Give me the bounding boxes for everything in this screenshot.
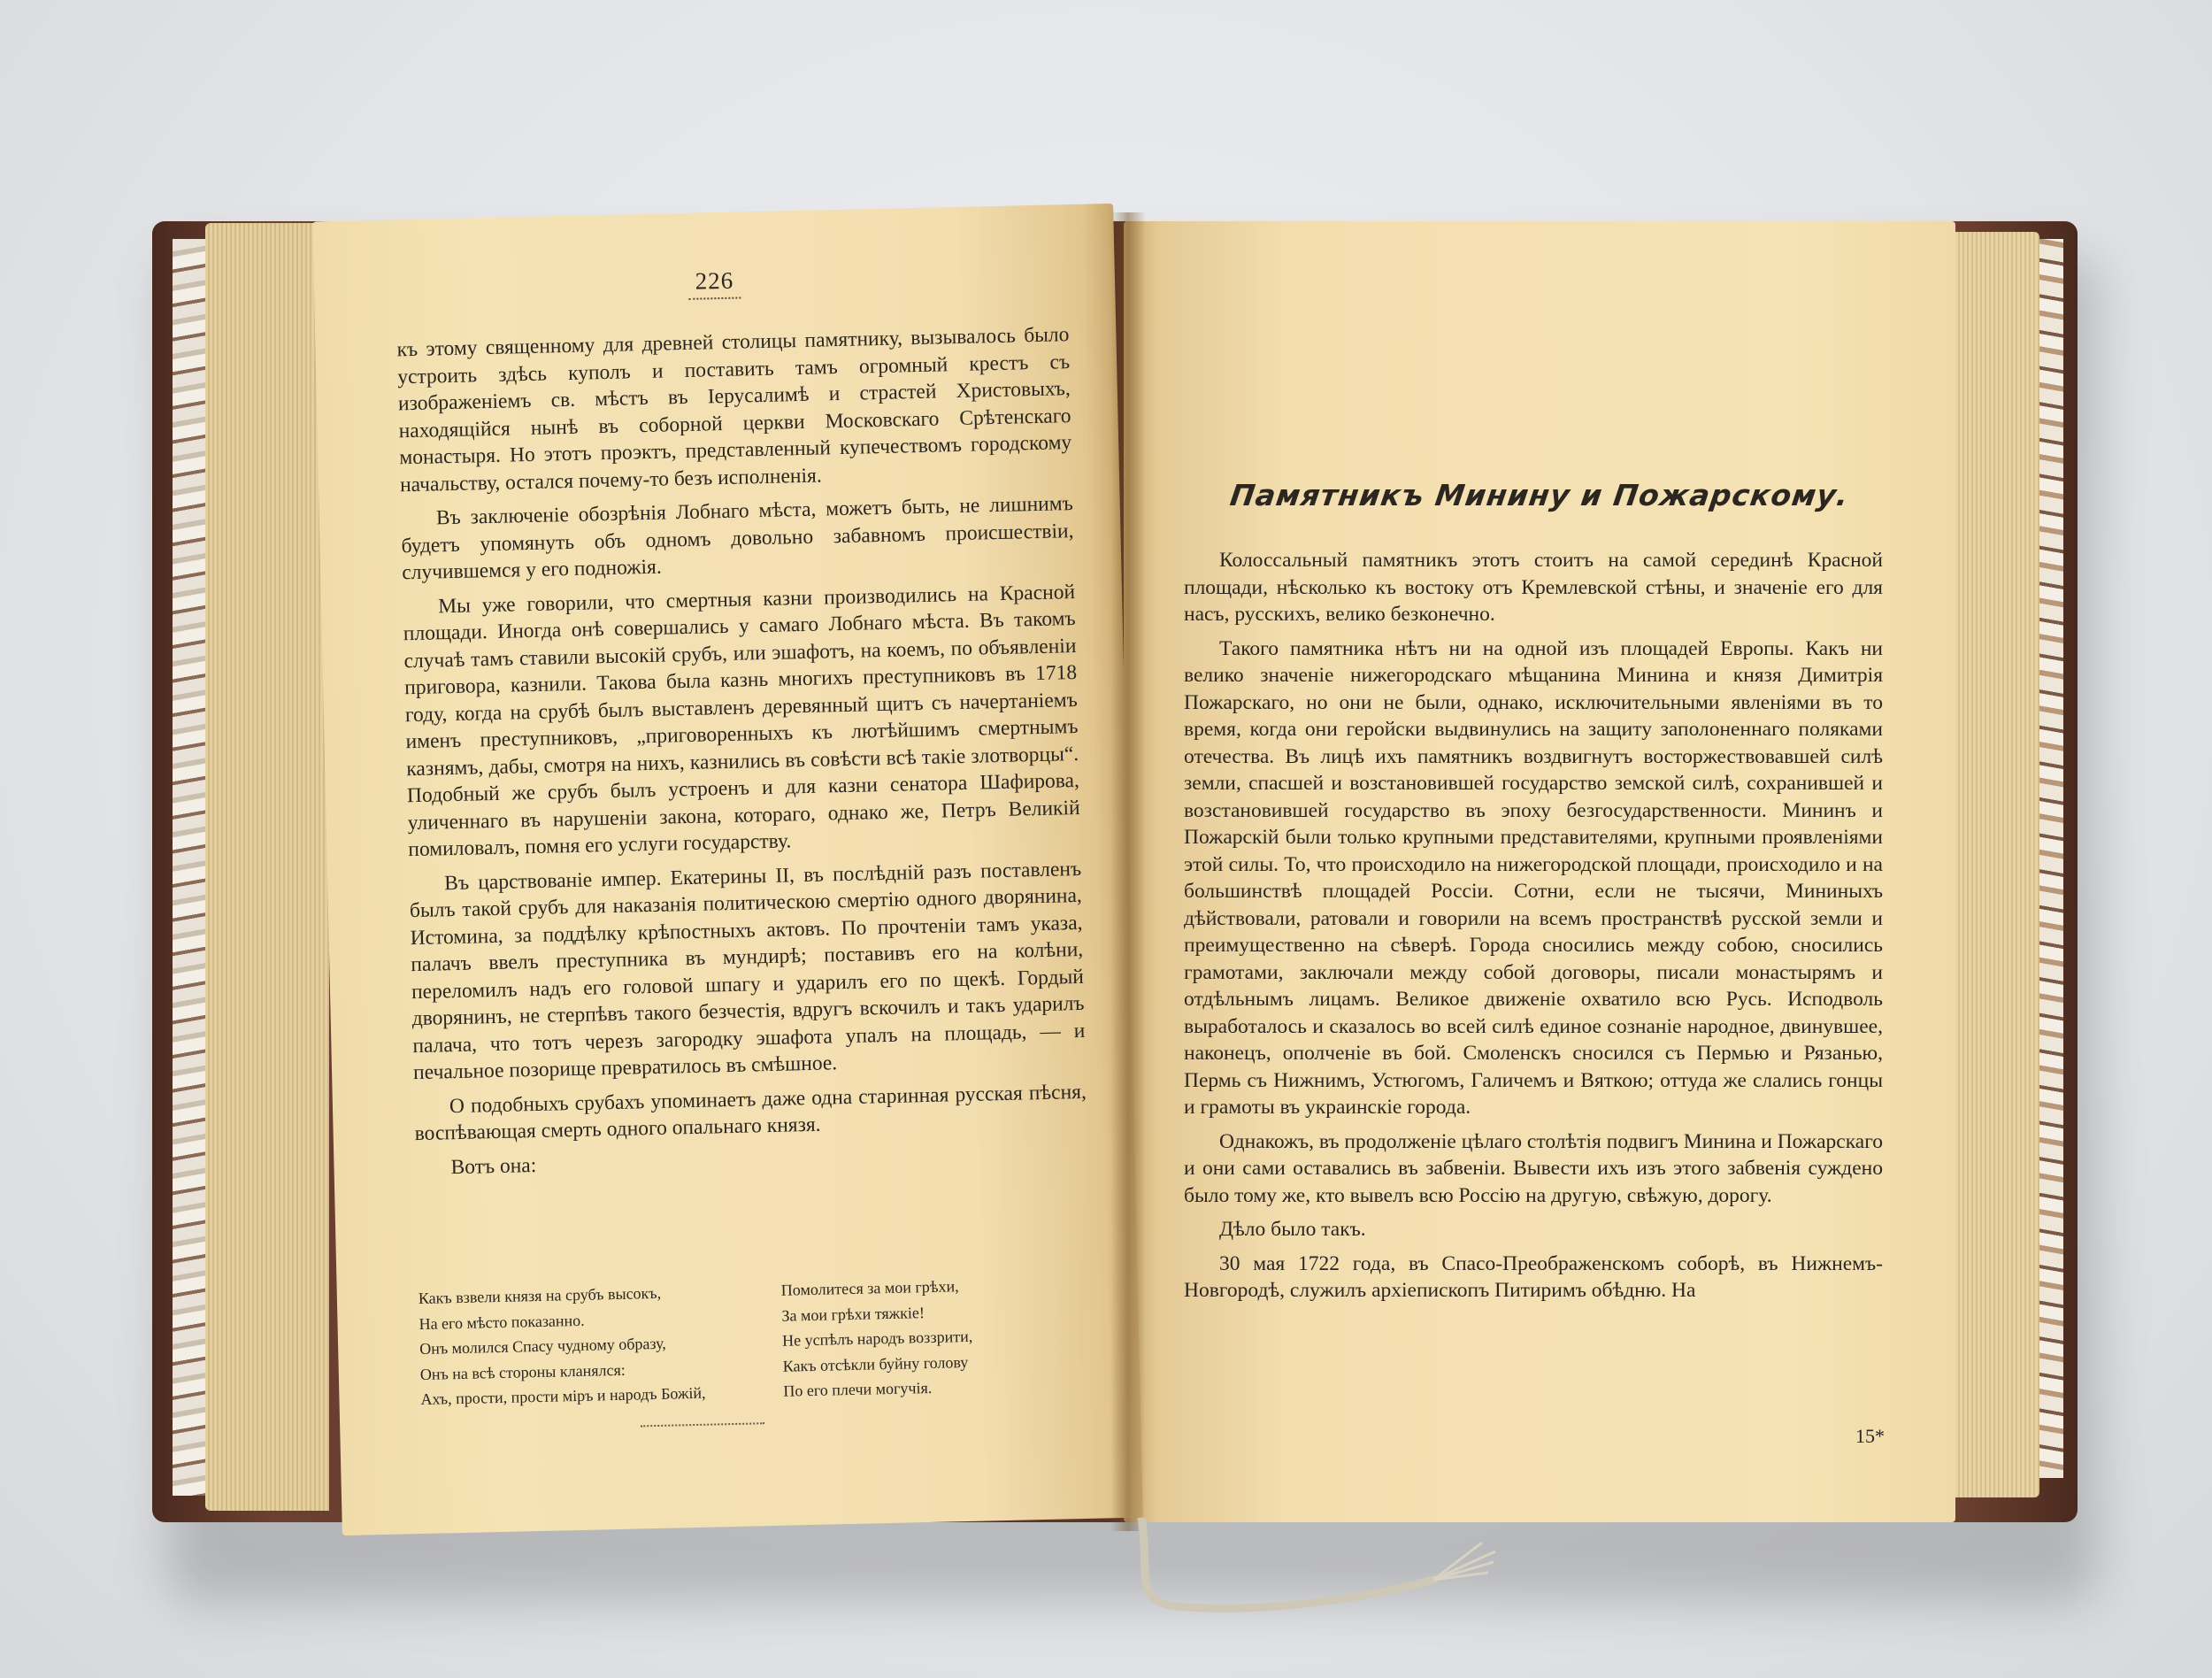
verse-column-right: [780, 1271, 1093, 1404]
verse-line: Помолитеся за мои грѣхи,: [780, 1277, 959, 1299]
verse-line: На его мѣсто показанно.: [419, 1311, 585, 1333]
page-number: [314, 258, 1115, 304]
end-rule: [641, 1422, 764, 1427]
paragraph: Мы уже говорили, что смертныя казни производились на Красной площади. Иногда онѣ совершались у самаго Лобнаго мѣста. Въ такомъ случаѣ тамъ ставили высокій срубъ, или эшафотъ, на коемъ, по объявленіи приговора, казнили. Такова была казнь многихъ преступниковъ въ 1718 году, когда на срубѣ былъ выставленъ деревянный щитъ съ начертаніемъ именъ преступниковъ, „приговоренныхъ къ лютѣйшимъ смертнымъ казнямъ, дабы, смотря на нихъ, казнились въ совѣсти всѣ такіе злотворцы“. Подобный же срубъ былъ устроенъ и для казни сенатора Шафирова, уличеннаго въ нарушеніи закона, котораго, однако же, Петръ Великій помиловалъ, помня его услуги государству.: [403, 580, 1080, 862]
left-page-text: [396, 321, 1088, 1189]
bookmark-ribbon: [1124, 1518, 1513, 1624]
song-verses: [418, 1271, 1091, 1409]
right-page-text: [1184, 547, 1883, 1312]
left-page: [312, 204, 1142, 1536]
paragraph: Однакожъ, въ продолженіе цѣлаго столѣтія подвигъ Минина и Пожарскаго и они сами оставались въ забвеніи. Вывести ихъ изъ этого забвенія суждено было тому же, кто вывелъ всю Россію на другую, свѣжую, дорогу.: [1184, 1129, 1883, 1207]
paragraph: Колоссальный памятникъ этотъ стоитъ на самой серединѣ Красной площади, нѣсколько къ востоку отъ Кремлевской стѣны, и значеніе его для насъ, русскихъ, велико безконечно.: [1184, 549, 1883, 626]
verse-column-left: [419, 1278, 766, 1412]
verse-line: Какъ взвели князя на срубъ высокъ,: [418, 1283, 662, 1308]
paragraph: 30 мая 1722 года, въ Спасо-Преображенскомъ соборѣ, въ Нижнемъ-Новгородѣ, служилъ архіепископъ Питиримъ обѣдню. На: [1184, 1251, 1883, 1302]
verse-line: Онъ молился Спасу чудному образу,: [419, 1334, 667, 1359]
paragraph: Въ заключеніе обозрѣнія Лобнаго мѣста, можетъ быть, не лишнимъ будетъ упомянуть объ одномъ довольно забавномъ происшествіи, случившемся у его подножія.: [401, 492, 1074, 585]
verse-line: Не успѣлъ народъ воззрити,: [781, 1327, 973, 1350]
page-number-value: 226: [687, 267, 741, 300]
page-edges-right: [1951, 232, 2039, 1497]
paragraph: Въ царствованіе импер. Екатерины II, въ послѣдній разъ поставленъ былъ такой срубъ для наказанія политическою смертію одного дворянина, Истомина, за поддѣлку крѣпостныхъ актовъ. По прочтеніи тамъ указа, палачъ ввелъ преступника въ мундирѣ; поставивъ его на колѣни, переломилъ надъ его головой шпагу и ударилъ его по щекѣ. Гордый дворянинъ, не стерпѣвъ такого безчестія, вдругъ вскочилъ и такъ ударилъ палача, что тотъ черезъ загородку эшафота упалъ на площадь, — и печальное позорище превратилось въ смѣшное.: [409, 857, 1086, 1085]
right-page: [1124, 221, 1955, 1522]
verse-line: Ахъ, прости, прости міръ и народъ Божій,: [420, 1383, 706, 1409]
page-edges-left: [205, 223, 329, 1511]
paragraph: Дѣло было такъ.: [1219, 1218, 1366, 1241]
verse-line: Какъ отсѣкли буйну голову: [782, 1352, 969, 1375]
verse-line: По его плечи могучія.: [783, 1378, 933, 1400]
paragraph: къ этому священному для древней столицы памятнику, вызывалось было устроить здѣсь куполъ и поставить тамъ огромный крестъ съ изображеніемъ св. мѣстъ въ Іерусалимѣ и страстей Христовыхъ, находящійся нынѣ въ соборной церкви Московскаго Срѣтенскаго монастыря. Но этотъ проэктъ, представленный купечествомъ городскому начальству, остался почему-то безъ исполненія.: [396, 323, 1072, 496]
verse-line: За мои грѣхи тяжкіе!: [781, 1303, 926, 1325]
paragraph: О подобныхъ срубахъ упоминаетъ даже одна старинная русская пѣсня, воспѣвающая смерть одного опальнаго князя.: [414, 1080, 1087, 1146]
signature-mark: 15*: [1855, 1425, 1885, 1447]
paragraph: Такого памятника нѣтъ ни на одной изъ площадей Европы. Какъ ни велико значеніе нижегородскаго мѣщанина Минина и князя Димитрія Пожарскаго, но они не были, однако, исключительными явленіями въ то время, когда они геройски выдвинулись на защиту заполоненнаго поляками отечества. Въ лицѣ ихъ памятникъ воздвигнутъ восторжествовавшей силѣ земли, спасшей и возстановившей государство земской силѣ, сохранившей и возстановившей государство въ эпоху безгосударственности. Мининъ и Пожарскій были только крупными представителями, крупными проявленіями этой силы. То, что происходило на нижегородской площади, происходило и на большинствѣ площадей Россіи. Сотни, если не тысячи, Мининыхъ дѣйствовали, ратовали и говорили на всемъ пространствѣ русской земли и преимущественно на сѣверѣ. Города сносились между собою, сносились грамотами, заключали между собой договоры, писали монастырямъ и отдѣльнымъ лицамъ. Великое движеніе охватило всю Русь. Исподволь выработалось и сказалось во всей силѣ единое сознаніе народное, двинувшее, наконецъ, ополченіе въ бой. Смоленскъ сносился съ Пермью и Рязанью, Пермь съ Нижнимъ, Устюгомъ, Галичемъ и Вяткою; оттуда же слались гонцы и грамоты въ украинскіе города.: [1184, 636, 1883, 1119]
chapter-title: Памятникъ Минину и Пожарскому.: [1227, 478, 1852, 512]
paragraph: Вотъ она:: [450, 1153, 537, 1179]
verse-line: Онъ на всѣ стороны кланялся:: [419, 1360, 626, 1383]
marbled-endpaper-left: [173, 239, 210, 1496]
book-gutter: [1110, 212, 1146, 1531]
